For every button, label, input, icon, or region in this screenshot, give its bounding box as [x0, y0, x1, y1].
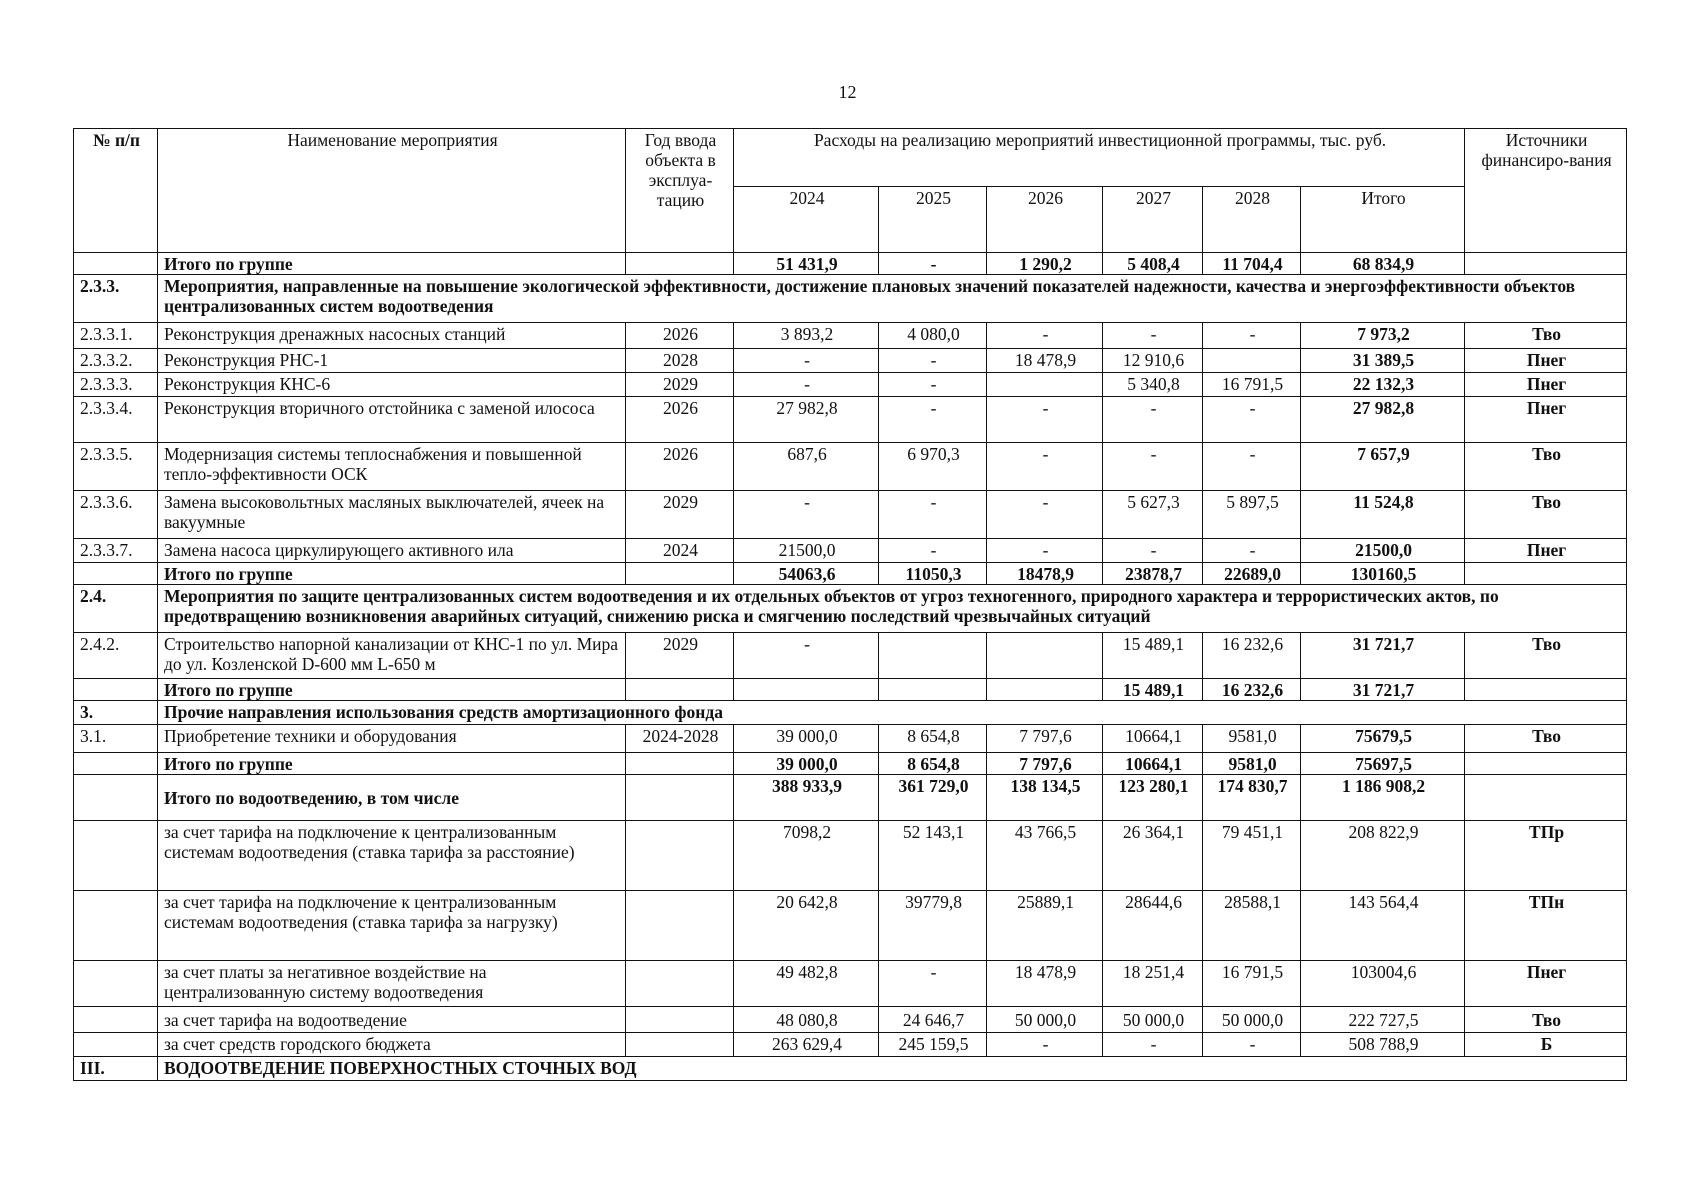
row-number: [74, 1007, 158, 1033]
row-number: 3.1.: [74, 725, 158, 753]
value-2024: 39 000,0: [734, 753, 879, 775]
value-total: 508 788,9: [1301, 1033, 1465, 1057]
value-2027: 50 000,0: [1103, 1007, 1203, 1033]
value-total: 130160,5: [1301, 563, 1465, 585]
value-2025: 52 143,1: [879, 821, 987, 891]
value-2025: 4 080,0: [879, 323, 987, 349]
value-2025: -: [879, 491, 987, 539]
table-row-item: [74, 539, 1627, 563]
value-total: 7 657,9: [1301, 443, 1465, 491]
funding-source: [1465, 563, 1627, 585]
value-2027: 26 364,1: [1103, 821, 1203, 891]
value-2027: 123 280,1: [1103, 775, 1203, 821]
value-2024: 27 982,8: [734, 397, 879, 443]
row-name: Замена высоковольтных масляных выключателей, ячеек на вакуумные: [158, 491, 626, 539]
value-2026: 18478,9: [987, 563, 1103, 585]
table-row-section: [74, 275, 1627, 323]
section-title: ВОДООТВЕДЕНИЕ ПОВЕРХНОСТНЫХ СТОЧНЫХ ВОД: [158, 1057, 1627, 1081]
table-row-sub: [74, 821, 1627, 891]
value-2026: 18 478,9: [987, 349, 1103, 373]
commissioning-year: 2029: [626, 373, 734, 397]
value-total: 222 727,5: [1301, 1007, 1465, 1033]
value-2024: 7098,2: [734, 821, 879, 891]
row-number: 2.3.3.4.: [74, 397, 158, 443]
header-name: Наименование мероприятия: [158, 129, 626, 253]
table-row-item: [74, 443, 1627, 491]
commissioning-year: [626, 821, 734, 891]
value-2024: 263 629,4: [734, 1033, 879, 1057]
funding-source: Пнег: [1465, 397, 1627, 443]
table-row-item: [74, 397, 1627, 443]
section-title: Прочие направления использования средств амортизационного фонда: [158, 701, 1627, 725]
value-2024: 21500,0: [734, 539, 879, 563]
value-2025: -: [879, 373, 987, 397]
value-2026: 138 134,5: [987, 775, 1103, 821]
row-number: [74, 753, 158, 775]
row-name: за счет средств городского бюджета: [158, 1033, 626, 1057]
table-row-total: [74, 679, 1627, 701]
funding-source: Тво: [1465, 491, 1627, 539]
row-number: 3.: [74, 701, 158, 725]
value-2024: 687,6: [734, 443, 879, 491]
value-2027: 5 627,3: [1103, 491, 1203, 539]
value-2027: 23878,7: [1103, 563, 1203, 585]
row-number: [74, 1033, 158, 1057]
commissioning-year: 2026: [626, 443, 734, 491]
table-row-section: [74, 1057, 1627, 1081]
table-row-item: [74, 725, 1627, 753]
value-2027: 10664,1: [1103, 725, 1203, 753]
value-2026: 25889,1: [987, 891, 1103, 961]
value-2028: 16 232,6: [1203, 679, 1301, 701]
value-2028: 5 897,5: [1203, 491, 1301, 539]
row-number: 2.3.3.3.: [74, 373, 158, 397]
value-total: 31 721,7: [1301, 679, 1465, 701]
value-2024: 388 933,9: [734, 775, 879, 821]
table-row-item: [74, 373, 1627, 397]
value-2028: -: [1203, 539, 1301, 563]
row-name: за счет тарифа на подключение к централизованным системам водоотведения (ставка тарифа за нагрузку): [158, 891, 626, 961]
row-name: Итого по водоотведению, в том числе: [158, 775, 626, 821]
funding-source: [1465, 775, 1627, 821]
row-number: [74, 775, 158, 821]
commissioning-year: [626, 679, 734, 701]
value-2027: 10664,1: [1103, 753, 1203, 775]
value-2028: -: [1203, 1033, 1301, 1057]
value-2025: -: [879, 349, 987, 373]
value-total: 31 389,5: [1301, 349, 1465, 373]
row-name: Реконструкция РНС-1: [158, 349, 626, 373]
row-name: за счет платы за негативное воздействие на централизованную систему водоотведения: [158, 961, 626, 1007]
value-2024: 39 000,0: [734, 725, 879, 753]
value-2027: 15 489,1: [1103, 633, 1203, 679]
row-name: Итого по группе: [158, 679, 626, 701]
commissioning-year: 2026: [626, 323, 734, 349]
value-2026: -: [987, 539, 1103, 563]
value-2026: -: [987, 443, 1103, 491]
row-number: 2.3.3.5.: [74, 443, 158, 491]
value-2025: 8 654,8: [879, 753, 987, 775]
value-2028: 9581,0: [1203, 753, 1301, 775]
value-2027: 18 251,4: [1103, 961, 1203, 1007]
value-2024: 49 482,8: [734, 961, 879, 1007]
header-num: № п/п: [74, 129, 158, 253]
value-2026: 50 000,0: [987, 1007, 1103, 1033]
value-total: 68 834,9: [1301, 253, 1465, 275]
table-row-total: [74, 563, 1627, 585]
value-2027: 5 408,4: [1103, 253, 1203, 275]
header-year-2027: 2027: [1103, 187, 1203, 253]
header-expenses: Расходы на реализацию мероприятий инвестиционной программы, тыс. руб.: [734, 129, 1465, 187]
table-row-sub: [74, 1007, 1627, 1033]
table-row-item: [74, 323, 1627, 349]
row-name: Строительство напорной канализации от КНС-1 по ул. Мира до ул. Козленской D-600 мм L-650 м: [158, 633, 626, 679]
row-number: 2.3.3.6.: [74, 491, 158, 539]
row-name: Итого по группе: [158, 563, 626, 585]
value-2028: [1203, 349, 1301, 373]
value-total: 11 524,8: [1301, 491, 1465, 539]
value-2024: [734, 679, 879, 701]
value-2028: 9581,0: [1203, 725, 1301, 753]
value-2028: 16 791,5: [1203, 961, 1301, 1007]
value-2025: -: [879, 397, 987, 443]
funding-source: ТПр: [1465, 821, 1627, 891]
funding-source: ТПн: [1465, 891, 1627, 961]
row-number: [74, 253, 158, 275]
funding-source: Тво: [1465, 633, 1627, 679]
commissioning-year: [626, 891, 734, 961]
funding-source: Пнег: [1465, 373, 1627, 397]
value-2025: 6 970,3: [879, 443, 987, 491]
value-2025: -: [879, 961, 987, 1007]
row-number: [74, 679, 158, 701]
value-total: 31 721,7: [1301, 633, 1465, 679]
value-2027: -: [1103, 443, 1203, 491]
value-2026: [987, 373, 1103, 397]
value-2025: 39779,8: [879, 891, 987, 961]
value-2028: -: [1203, 323, 1301, 349]
table-row-sub: [74, 961, 1627, 1007]
value-total: 27 982,8: [1301, 397, 1465, 443]
row-number: [74, 563, 158, 585]
value-total: 103004,6: [1301, 961, 1465, 1007]
value-2024: 20 642,8: [734, 891, 879, 961]
value-2027: 28644,6: [1103, 891, 1203, 961]
commissioning-year: [626, 253, 734, 275]
value-2026: 43 766,5: [987, 821, 1103, 891]
funding-source: Тво: [1465, 725, 1627, 753]
value-2028: -: [1203, 443, 1301, 491]
commissioning-year: 2029: [626, 633, 734, 679]
row-name: Реконструкция вторичного отстойника с заменой илососа: [158, 397, 626, 443]
header-total: Итого: [1301, 187, 1465, 253]
value-2027: 12 910,6: [1103, 349, 1203, 373]
value-2024: -: [734, 491, 879, 539]
value-2026: -: [987, 491, 1103, 539]
row-name: Приобретение техники и оборудования: [158, 725, 626, 753]
value-2025: [879, 679, 987, 701]
row-name: за счет тарифа на подключение к централизованным системам водоотведения (ставка тарифа за расстояние): [158, 821, 626, 891]
table-row-item: [74, 349, 1627, 373]
funding-source: [1465, 753, 1627, 775]
table-row-total: [74, 253, 1627, 275]
value-2024: 54063,6: [734, 563, 879, 585]
value-2028: 50 000,0: [1203, 1007, 1301, 1033]
value-total: 208 822,9: [1301, 821, 1465, 891]
value-2026: 18 478,9: [987, 961, 1103, 1007]
value-2027: -: [1103, 539, 1203, 563]
table-row-sub: [74, 1033, 1627, 1057]
table-row-grand: [74, 775, 1627, 821]
row-number: III.: [74, 1057, 158, 1081]
row-name: Итого по группе: [158, 253, 626, 275]
value-2028: 174 830,7: [1203, 775, 1301, 821]
value-2028: 22689,0: [1203, 563, 1301, 585]
value-2028: 28588,1: [1203, 891, 1301, 961]
page-number: 12: [838, 82, 857, 102]
value-2025: -: [879, 539, 987, 563]
value-2025: -: [879, 253, 987, 275]
header-sources: Источники финансиро-вания: [1465, 129, 1627, 253]
value-total: 7 973,2: [1301, 323, 1465, 349]
commissioning-year: 2029: [626, 491, 734, 539]
value-2026: -: [987, 397, 1103, 443]
value-total: 143 564,4: [1301, 891, 1465, 961]
value-total: 75679,5: [1301, 725, 1465, 753]
value-2028: 16 791,5: [1203, 373, 1301, 397]
funding-source: Пнег: [1465, 961, 1627, 1007]
funding-source: Б: [1465, 1033, 1627, 1057]
table-row-item: [74, 491, 1627, 539]
row-name: Модернизация системы теплоснабжения и повышенной тепло-эффективности ОСК: [158, 443, 626, 491]
value-total: 1 186 908,2: [1301, 775, 1465, 821]
row-number: 2.3.3.1.: [74, 323, 158, 349]
value-2025: 24 646,7: [879, 1007, 987, 1033]
value-2025: 245 159,5: [879, 1033, 987, 1057]
value-2025: 8 654,8: [879, 725, 987, 753]
row-name: Реконструкция КНС-6: [158, 373, 626, 397]
commissioning-year: [626, 961, 734, 1007]
value-2028: -: [1203, 397, 1301, 443]
value-2026: -: [987, 1033, 1103, 1057]
value-2027: -: [1103, 1033, 1203, 1057]
table-row-sub: [74, 891, 1627, 961]
header-year-2024: 2024: [734, 187, 879, 253]
table-row-item: [74, 633, 1627, 679]
commissioning-year: 2024-2028: [626, 725, 734, 753]
commissioning-year: [626, 1033, 734, 1057]
table-row-total: [74, 753, 1627, 775]
row-number: [74, 821, 158, 891]
value-total: 21500,0: [1301, 539, 1465, 563]
row-name: Реконструкция дренажных насосных станций: [158, 323, 626, 349]
row-name: Итого по группе: [158, 753, 626, 775]
commissioning-year: 2028: [626, 349, 734, 373]
value-2027: 5 340,8: [1103, 373, 1203, 397]
table-row-section: [74, 585, 1627, 633]
funding-source: Тво: [1465, 1007, 1627, 1033]
value-total: 22 132,3: [1301, 373, 1465, 397]
commissioning-year: 2024: [626, 539, 734, 563]
header-year-2026: 2026: [987, 187, 1103, 253]
section-title: Мероприятия, направленные на повышение экологической эффективности, достижение плановых значений показателей надежности, качества и энергоэффективности объектов централизованных систем водоотведения: [158, 275, 1627, 323]
funding-source: Пнег: [1465, 349, 1627, 373]
value-2024: -: [734, 373, 879, 397]
row-number: [74, 891, 158, 961]
row-number: 2.4.: [74, 585, 158, 633]
funding-source: Тво: [1465, 443, 1627, 491]
commissioning-year: [626, 775, 734, 821]
header-year-2025: 2025: [879, 187, 987, 253]
row-number: 2.3.3.7.: [74, 539, 158, 563]
value-2026: [987, 633, 1103, 679]
table-row-section: [74, 701, 1627, 725]
value-2026: 7 797,6: [987, 725, 1103, 753]
value-2027: -: [1103, 323, 1203, 349]
funding-source: [1465, 253, 1627, 275]
row-name: Замена насоса циркулирующего активного ила: [158, 539, 626, 563]
row-number: [74, 961, 158, 1007]
commissioning-year: 2026: [626, 397, 734, 443]
row-number: 2.4.2.: [74, 633, 158, 679]
commissioning-year: [626, 753, 734, 775]
value-2025: [879, 633, 987, 679]
row-number: 2.3.3.: [74, 275, 158, 323]
value-2028: 11 704,4: [1203, 253, 1301, 275]
value-2026: [987, 679, 1103, 701]
investment-table: [73, 128, 1627, 1081]
value-2026: 7 797,6: [987, 753, 1103, 775]
value-2024: -: [734, 633, 879, 679]
funding-source: [1465, 679, 1627, 701]
value-2028: 79 451,1: [1203, 821, 1301, 891]
value-2025: 11050,3: [879, 563, 987, 585]
funding-source: Пнег: [1465, 539, 1627, 563]
section-title: Мероприятия по защите централизованных систем водоотведения и их отдельных объектов от угроз техногенного, природного характера и террористических актов, по предотвращению возникновения аварийных ситуаций, снижению риска и смягчению последствий чрезвычайных ситуаций: [158, 585, 1627, 633]
value-2027: 15 489,1: [1103, 679, 1203, 701]
row-number: 2.3.3.2.: [74, 349, 158, 373]
value-2024: 3 893,2: [734, 323, 879, 349]
commissioning-year: [626, 563, 734, 585]
value-total: 75697,5: [1301, 753, 1465, 775]
header-year: Год ввода объекта в эксплуа-тацию: [626, 129, 734, 253]
commissioning-year: [626, 1007, 734, 1033]
value-2026: -: [987, 323, 1103, 349]
value-2024: -: [734, 349, 879, 373]
value-2027: -: [1103, 397, 1203, 443]
row-name: за счет тарифа на водоотведение: [158, 1007, 626, 1033]
value-2025: 361 729,0: [879, 775, 987, 821]
header-year-2028: 2028: [1203, 187, 1301, 253]
funding-source: Тво: [1465, 323, 1627, 349]
value-2028: 16 232,6: [1203, 633, 1301, 679]
value-2024: 48 080,8: [734, 1007, 879, 1033]
value-2026: 1 290,2: [987, 253, 1103, 275]
value-2024: 51 431,9: [734, 253, 879, 275]
